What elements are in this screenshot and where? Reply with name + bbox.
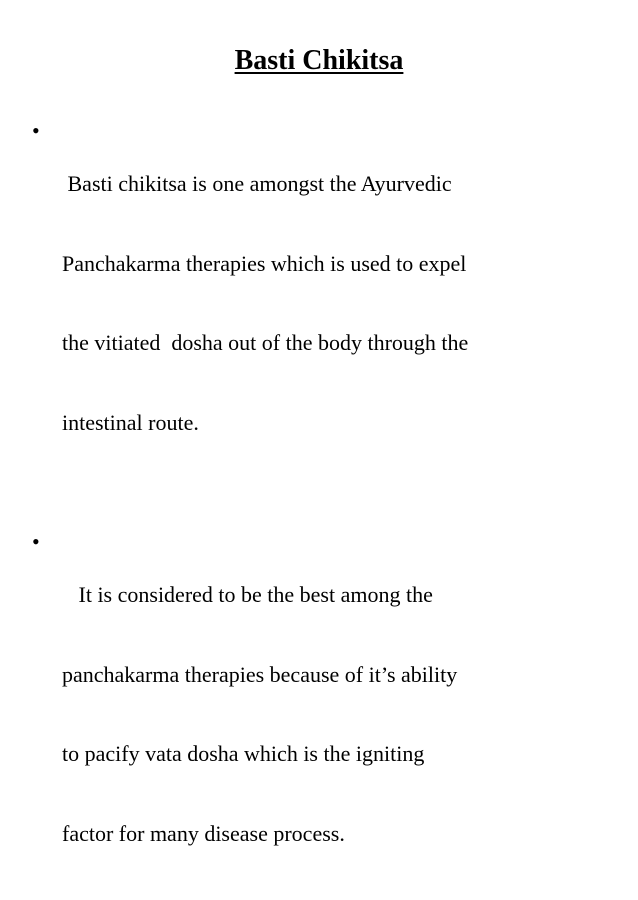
bullet-line: Panchakarma therapies which is used to expel [62, 250, 467, 276]
bullet-line: It is considered to be the best among the [62, 582, 433, 607]
slide-title-text: Basti Chikitsa [234, 45, 404, 76]
bullet-line: to pacify vata dosha which is the igniting [62, 741, 425, 766]
bullet-line: Basti chikitsa is one amongst the Ayurvedic [62, 171, 452, 196]
slide-title [0, 44, 638, 78]
bullet-text [62, 556, 607, 899]
bullet-line: factor for many disease process. [62, 820, 345, 846]
bullet-list [32, 118, 607, 900]
bullet-line: intestinal route. [62, 409, 199, 435]
bullet-item [32, 118, 607, 489]
bullet-line: panchakarma therapies because of it’s ability [62, 661, 458, 687]
bullet-line: the vitiated dosha out of the body through the [62, 330, 469, 355]
bullet-text [62, 145, 607, 488]
bullet-icon: • [32, 118, 40, 143]
bullet-icon: • [32, 529, 40, 554]
bullet-item [32, 529, 607, 900]
